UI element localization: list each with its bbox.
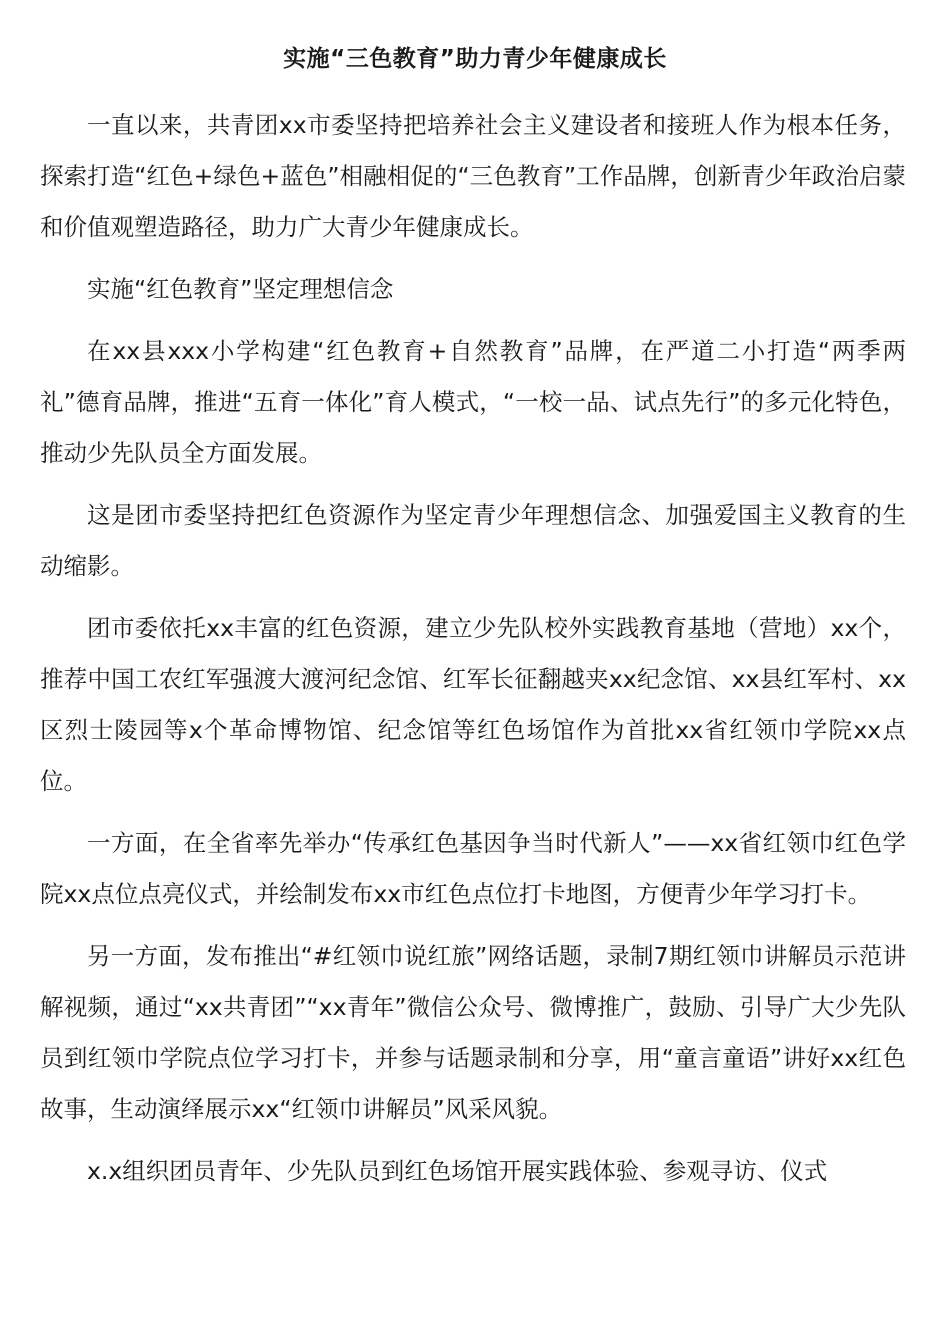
paragraph-truncated: x.x组织团员青年、少先队员到红色场馆开展实践体验、参观寻访、仪式 [87,1157,828,1185]
paragraph-intro: 一直以来，共青团xx市委坚持把培养社会主义建设者和接班人作为根本任务，探索打造“红色+绿色+蓝色”相融相促的“三色教育”工作品牌，创新青少年政治启蒙和价值观塑造路径，助力广大青少年健康成长。 [40,111,906,241]
paragraph-red-resources: 团市委依托xx丰富的红色资源，建立少先队校外实践教育基地（营地）xx个，推荐中国工农红军强渡大渡河纪念馆、红军长征翻越夹xx纪念馆、xx县红军村、xx区烈士陵园等x个革命博物馆、纪念馆等红色场馆作为首批xx省红领巾学院xx点位。 [40,614,906,795]
document-body [40,100,906,1208]
paragraph-on-one-hand: 一方面，在全省率先举办“传承红色基因争当时代新人”——xx省红领巾红色学院xx点位点亮仪式，并绘制发布xx市红色点位打卡地图，方便青少年学习打卡。 [40,829,906,908]
document-title: 实施“三色教育”助力青少年健康成长 [283,46,667,72]
section-heading-red-education: 实施“红色教育”坚定理想信念 [87,275,394,303]
paragraph-school-brand: 在xx县xxx小学构建“红色教育+自然教育”品牌，在严道二小打造“两季两礼”德育品牌，推进“五育一体化”育人模式，“一校一品、试点先行”的多元化特色，推动少先队员全方面发展。 [40,337,906,467]
paragraph-summary: 这是团市委坚持把红色资源作为坚定青少年理想信念、加强爱国主义教育的生动缩影。 [40,501,906,580]
paragraph-on-other-hand: 另一方面，发布推出“#红领巾说红旅”网络话题，录制7期红领巾讲解员示范讲解视频，通过“xx共青团”“xx青年”微信公众号、微博推广，鼓励、引导广大少先队员到红领巾学院点位学习打卡，并参与话题录制和分享，用“童言童语”讲好xx红色故事，生动演绎展示xx“红领巾讲解员”风采风貌。 [40,942,906,1123]
